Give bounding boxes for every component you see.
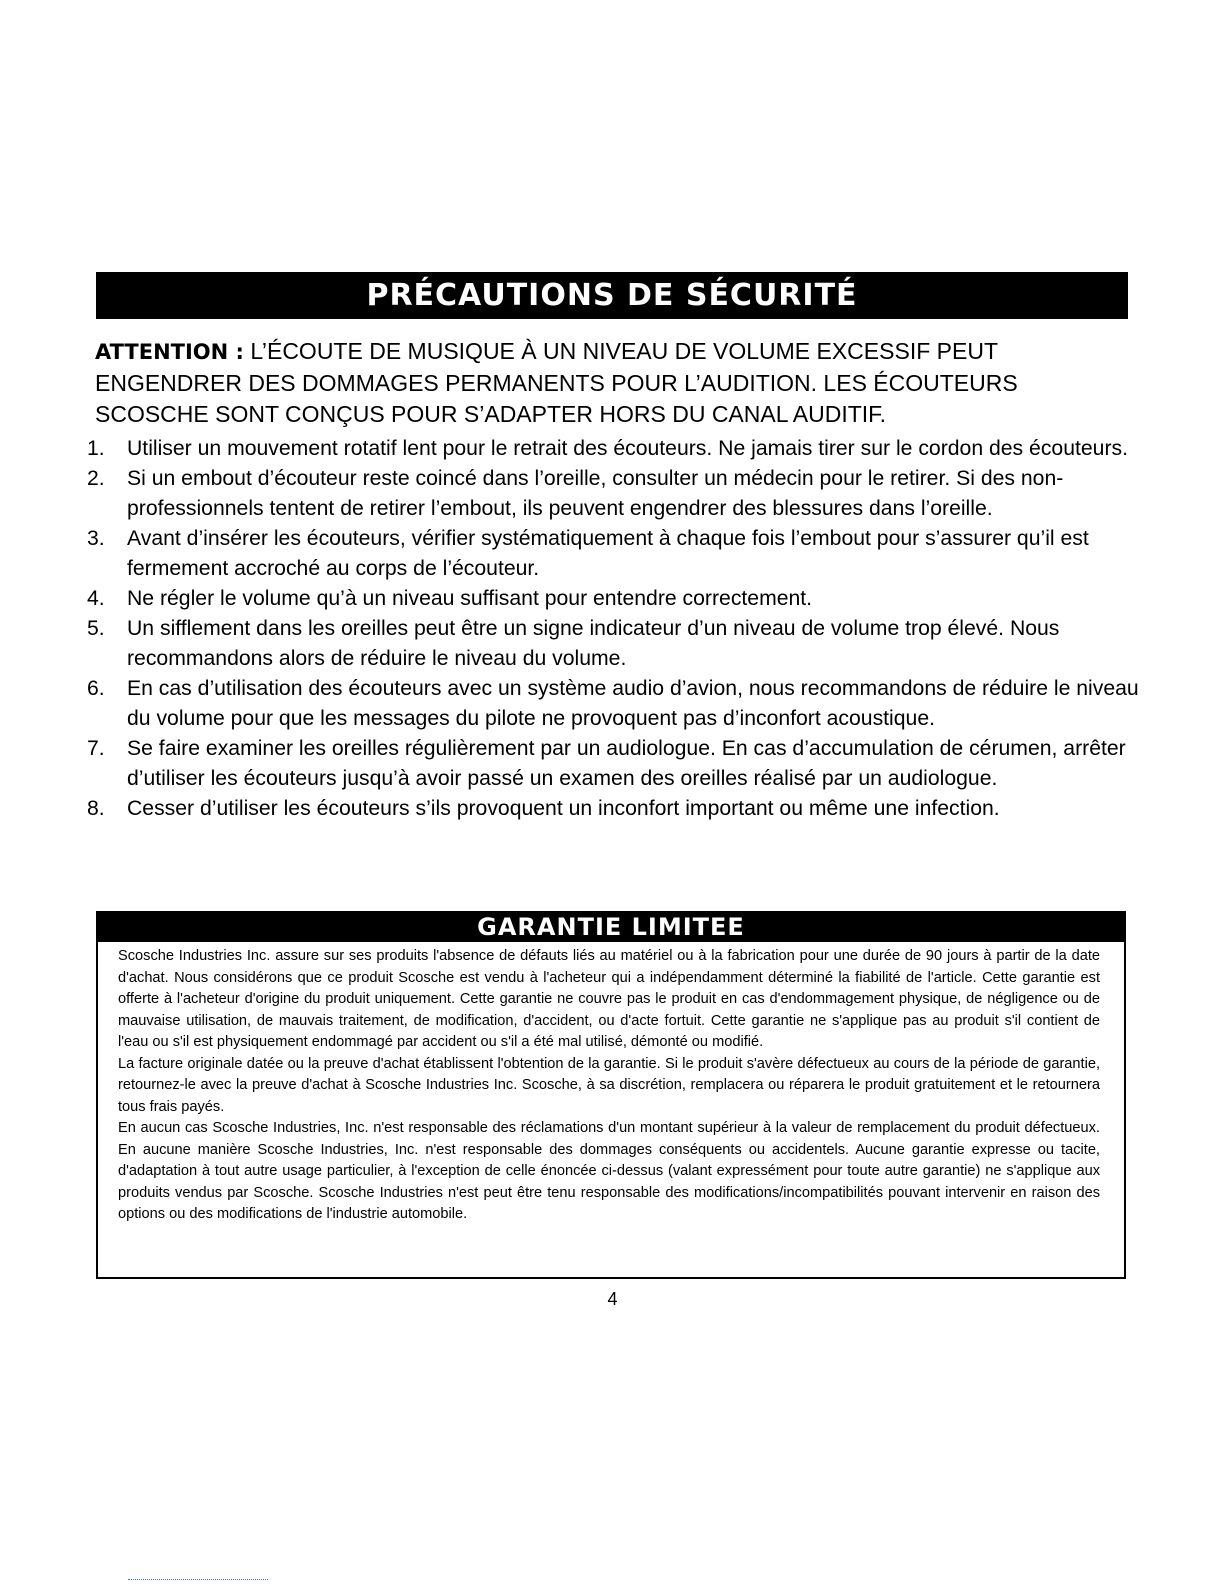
warranty-title: GARANTIE LIMITEE (98, 913, 1124, 942)
item-number: 4. (87, 587, 105, 610)
item-number: 8. (87, 797, 105, 820)
item-number: 2. (87, 467, 105, 490)
precaution-item (87, 434, 1147, 464)
item-number: 3. (87, 527, 105, 550)
warranty-paragraph: En aucun cas Scosche Industries, Inc. n'est responsable des réclamations d'un montant supérieur à la valeur de remplacement du produit défectueux. En aucune manière Scosche Industries, Inc. n'est responsable des dommages conséquents ou accidentels. Aucune garantie expresse ou tacite, d'adaptation à tout autre usage particulier, à l'exception de celle énoncée ci-dessus (valant expressément pour toute autre garantie) ne s'applique aux produits vendus par Scosche. Scosche Industries n'est peut être tenu responsable des modifications/incompatibilités pouvant intervenir en raison des options ou des modifications de l'industrie automobile. (118, 1120, 1100, 1222)
item-text: En cas d’utilisation des écouteurs avec un système audio d’avion, nous recommandons de réduire le niveau du volume pour que les messages du pilote ne provoquent pas d’inconfort acoustique. (127, 677, 1139, 730)
page-number: 4 (607, 1289, 618, 1309)
precautions-list (87, 434, 1147, 824)
warranty-paragraph: La facture originale datée ou la preuve d'achat établissent l'obtention de la garantie. Si le produit s'avère défectueux au cours de la période de garantie, retournez-le avec la preuve d'achat à Scosche Industries Inc. Scosche, à sa discrétion, remplacera ou réparera le produit gratuitement et le retournera tous frais payés. (118, 1055, 1100, 1115)
safety-title: PRÉCAUTIONS DE SÉCURITÉ (96, 272, 1128, 319)
warning-label: ATTENTION : (95, 340, 244, 364)
item-text: Utiliser un mouvement rotatif lent pour le retrait des écouteurs. Ne jamais tirer sur le cordon des écouteurs. (127, 437, 1128, 460)
item-text: Ne régler le volume qu’à un niveau suffisant pour entendre correctement. (127, 587, 813, 610)
item-text: Avant d’insérer les écouteurs, vérifier systématiquement à chaque fois l’embout pour s’assurer qu’il est fermement accroché au corps de l’écouteur. (127, 527, 1089, 580)
precaution-item (87, 524, 1147, 584)
precaution-item (87, 584, 1147, 614)
item-text: Cesser d’utiliser les écouteurs s’ils provoquent un inconfort important ou même une infection. (127, 797, 1000, 820)
item-number: 7. (87, 737, 105, 760)
item-text: Un sifflement dans les oreilles peut être un signe indicateur d’un niveau de volume trop élevé. Nous recommandons alors de réduire le niveau du volume. (127, 617, 1060, 670)
item-number: 1. (87, 437, 105, 460)
item-number: 5. (87, 617, 105, 640)
bottom-divider (128, 1579, 268, 1580)
warranty-body (98, 942, 1124, 1226)
warranty-paragraph: Scosche Industries Inc. assure sur ses produits l'absence de défauts liés au matériel ou à la fabrication pour une durée de 90 jours à partir de la date d'achat. Nous considérons que ce produit Scosche est vendu à l'acheteur qui a indépendamment déterminé la fiabilité de l'article. Cette garantie est offerte à l'acheteur d'origine du produit uniquement. Cette garantie ne couvre pas le produit en cas d'endommagement physique, de négligence ou de mauvaise utilisation, de mauvais traitement, de modification, d'accident, ou d'acte fortuit. Cette garantie ne s'applique pas au produit s'il contient de l'eau ou s'il est physiquement endommagé par accident ou s'il a été mal utilisé, démonté ou modifié. (118, 948, 1100, 1050)
warning-text: L’ÉCOUTE DE MUSIQUE À UN NIVEAU DE VOLUME EXCESSIF PEUT ENGENDRER DES DOMMAGES PERMANENTS POUR L’AUDITION. LES ÉCOUTEURS SCOSCHE SONT CONÇUS POUR S’ADAPTER HORS DU CANAL AUDITIF. (95, 338, 1018, 427)
safety-warning (95, 336, 1135, 430)
item-number: 6. (87, 677, 105, 700)
precaution-item (87, 734, 1147, 794)
precaution-item (87, 614, 1147, 674)
precaution-item (87, 464, 1147, 524)
item-text: Si un embout d’écouteur reste coincé dans l’oreille, consulter un médecin pour le retirer. Si des non-professionnels tentent de retirer l’embout, ils peuvent engendrer des blessures dans l’oreille. (127, 467, 1064, 520)
precaution-item (87, 674, 1147, 734)
warranty-box (96, 911, 1126, 1279)
item-text: Se faire examiner les oreilles régulièrement par un audiologue. En cas d’accumulation de cérumen, arrêter d’utiliser les écouteurs jusqu’à avoir passé un examen des oreilles réalisé par un audiologue. (127, 737, 1126, 790)
precaution-item (87, 794, 1147, 824)
